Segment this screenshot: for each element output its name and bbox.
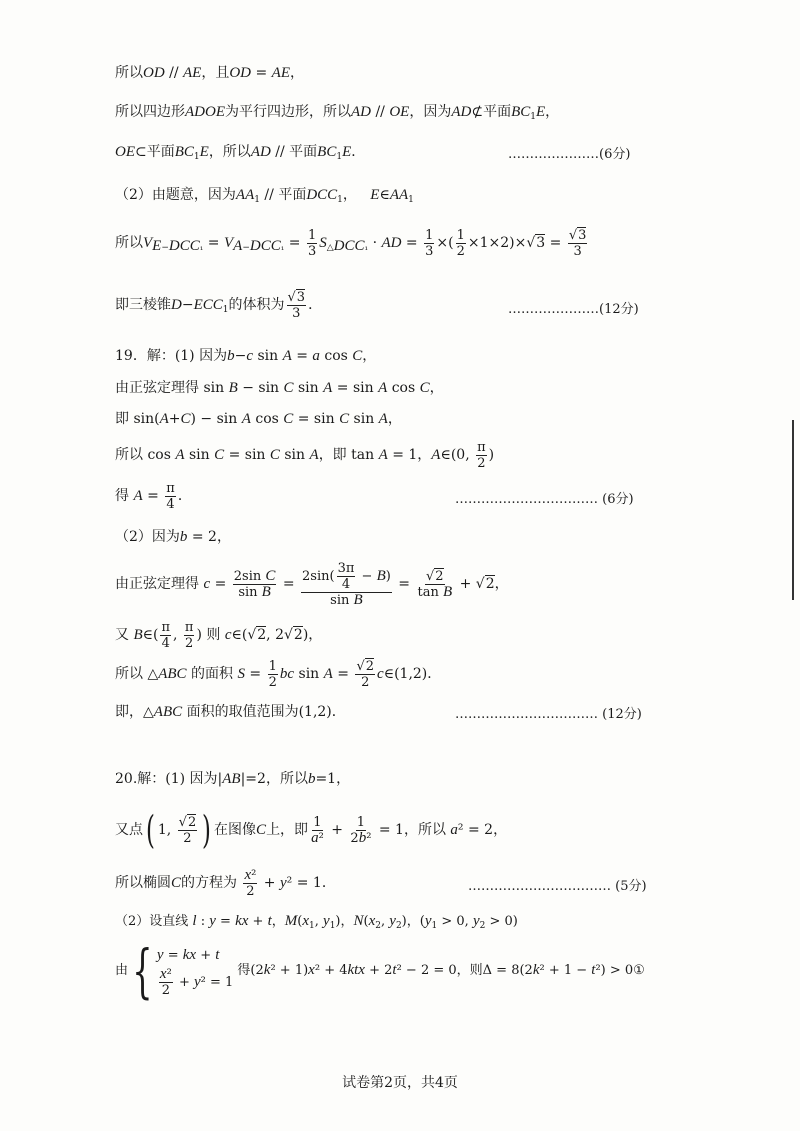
scan-edge-mark xyxy=(792,420,794,600)
line-1: 所以OD // AE，且OD = AE， xyxy=(115,65,304,81)
line-9: 所以 cos A sin C = sin C sin A，即 tan A = 1，A∈(0, $\frac{\pi}{2}$ ) xyxy=(115,439,495,471)
score-6a: …………………(6分) xyxy=(508,147,631,162)
line-2: 所以四边形ADOE为平行四边形，所以AD // OE，因为AD⊄平面$BC_1E$， xyxy=(115,104,560,122)
score-12b: …………………………… (12分) xyxy=(455,707,642,722)
line-16: 又点( 1, $\frac{√2}{2}$ ) 在图像C上，即 $\frac{1}{\text{a²}}$ + $\frac{1}{\text{2b²}}$ = 1，所以 a² = 2， xyxy=(115,808,508,852)
line-14: 所以 △ABC 的面积 S = $\frac{1}{2}$ bc sin A = $\frac{√2}{2}$ c∈(1,2)． xyxy=(115,658,442,690)
q19-line: 19．解：(1) 因为b−c sin A = a cos C， xyxy=(115,348,377,364)
line-10: 得 A = $\frac{\pi}{4}$ ． xyxy=(115,480,192,512)
line-15: 即，△ABC 面积的取值范围为(1,2)． xyxy=(115,704,346,720)
page-footer: 试卷第2页，共4页 xyxy=(342,1075,458,1091)
line-17: 所以椭圆C的方程为 $\frac{\text{x²}}{2}$ + y² = 1． xyxy=(115,866,336,899)
line-12: 由正弦定理得 c = $\frac{\text{2sin C}}{\text{sin B}}$ = 2sin( $\frac{3\pi}{4}$ − B) sin B = $\frac{√2}{\text{tan B}}$ + √2， xyxy=(115,560,509,608)
line-11: （2）因为b = 2， xyxy=(115,529,231,545)
q20-line: 20.解：(1) 因为|AB|=2，所以b=1， xyxy=(115,771,351,787)
line-13: 又 B∈( $\frac{\pi}{4}$ , $\frac{\pi}{2}$ ) 则 c∈(√2, 2√2)， xyxy=(115,619,323,651)
line-5: 所以$V_{E-DCC_1} = V_{A-DCC_1}$ = $\frac{1}{3}$ $S_{\triangle DCC_1}$ · AD = $\frac{1}{3}$ ×( $\frac{1}{2}$ ×1×2)×√3 = $\frac{√3}{3}$ xyxy=(115,227,587,259)
score-5: …………………………… (5分) xyxy=(468,879,647,894)
score-12a: …………………(12分) xyxy=(508,302,639,317)
score-6b: …………………………… (6分) xyxy=(455,492,634,507)
line-18: （2）设直线 l : y = kx + t，$M(x_1$, $y_1$)，$N(x_2$, $y_2$)，($y_1 > 0$, $y_2 > 0$) xyxy=(115,913,518,931)
line-7: 由正弦定理得 sin B − sin C sin A = sin A cos C， xyxy=(115,380,444,396)
line-19: 由{ y = kx + t $\frac{\text{x²}}{2}$ + y² = 1 得(2k² + 1)x² + 4ktx + 2t² − 2 = 0，则Δ = 8(2k² + 1 − t²) > 0① xyxy=(115,936,645,1005)
line-3: OE⊂平面$BC_1E$，所以AD // 平面$BC_1E$． xyxy=(115,144,366,162)
line-8: 即 sin(A+C) − sin A cos C = sin C sin A， xyxy=(115,411,402,427)
line-4: （2）由题意，因为$AA_1$ // 平面$DCC_1$， $E\in AA_1$ xyxy=(115,187,414,205)
line-6: 即三棱锥$D-ECC_1$的体积为 $\frac{√3}{3}$ ． xyxy=(115,289,323,321)
